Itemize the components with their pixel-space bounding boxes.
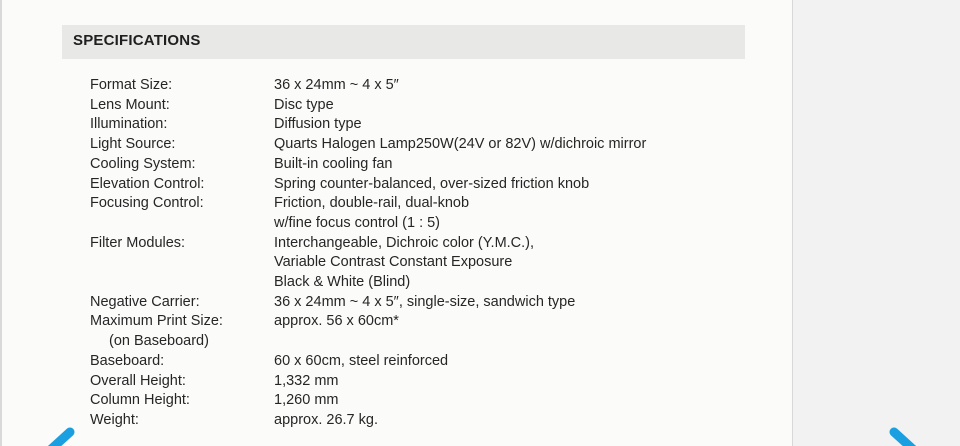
section-header (62, 25, 745, 59)
spec-label: Lens Mount: (90, 96, 170, 113)
spec-value (274, 352, 448, 372)
spec-value-line: Black & White (Blind) (274, 274, 411, 291)
spec-value (274, 135, 646, 155)
spec-value (274, 312, 399, 332)
spec-label: Elevation Control: (90, 175, 205, 192)
spec-row-overall-height (90, 372, 750, 392)
spec-row-column-height (90, 391, 750, 411)
spec-label: Baseboard: (90, 352, 165, 369)
spec-row-focusing-control (90, 194, 750, 233)
spec-value (274, 96, 334, 116)
spec-row-baseboard (90, 352, 750, 372)
spec-label-sub: (on Baseboard) (109, 333, 209, 350)
spec-value-line: approx. 26.7 kg. (274, 411, 378, 428)
spec-value-line: 36 x 24mm ~ 4 x 5″ (274, 77, 399, 93)
spec-value (274, 76, 399, 96)
spec-value-line: 36 x 24mm ~ 4 x 5″, single-size, sandwich type (274, 293, 576, 310)
spec-value (274, 175, 589, 195)
arrow-left-icon[interactable] (40, 426, 88, 446)
spec-row-filter-modules (90, 234, 750, 293)
spec-value-line: Diffusion type (274, 116, 362, 133)
spec-value-line: 1,260 mm (274, 392, 339, 409)
spec-value (274, 372, 338, 392)
spec-row-illumination (90, 115, 750, 135)
spec-label: Format Size: (90, 77, 173, 93)
spec-value (274, 411, 378, 431)
spec-row-negative-carrier (90, 293, 750, 313)
spec-row-maximum-print-size (90, 312, 750, 351)
spec-label: Overall Height: (90, 372, 186, 389)
page-edge (0, 0, 2, 446)
spec-value-line: Friction, double-rail, dual-knob (274, 195, 470, 212)
spec-row-elevation-control (90, 175, 750, 195)
spec-label: Weight: (90, 411, 139, 428)
spec-value-line: 60 x 60cm, steel reinforced (274, 352, 449, 369)
spec-value-line: Quarts Halogen Lamp250W(24V or 82V) w/dichroic mirror (274, 136, 647, 153)
spec-row-format-size (90, 76, 750, 96)
spec-value (274, 194, 469, 233)
spec-value-line: approx. 56 x 60cm* (274, 313, 399, 330)
spec-value (274, 234, 534, 293)
spec-row-weight (90, 411, 750, 431)
spec-value-line: Disc type (274, 96, 334, 113)
spec-value-line: Spring counter-balanced, over-sized friction knob (274, 175, 590, 192)
spec-value (274, 115, 362, 135)
spec-value-line: w/fine focus control (1 : 5) (274, 214, 441, 231)
specifications-list (90, 76, 750, 431)
spec-label: Filter Modules: (90, 234, 186, 251)
spec-row-lens-mount (90, 96, 750, 116)
spec-label: Illumination: (90, 116, 168, 133)
section-title: SPECIFICATIONS (73, 32, 201, 49)
spec-label: Negative Carrier: (90, 293, 200, 310)
spec-label: Cooling System: (90, 155, 196, 172)
spec-row-light-source (90, 135, 750, 155)
spec-value-line: 1,332 mm (274, 372, 339, 389)
spec-label (90, 312, 274, 351)
spec-label: Column Height: (90, 392, 190, 409)
spec-value-line: Interchangeable, Dichroic color (Y.M.C.), (274, 234, 535, 251)
spec-value (274, 391, 338, 411)
spec-label: Focusing Control: (90, 195, 204, 212)
spec-value-line: Variable Contrast Constant Exposure (274, 254, 513, 271)
spec-row-cooling-system (90, 155, 750, 175)
spec-label-main: Maximum Print Size: (90, 313, 223, 330)
spec-value-line: Built-in cooling fan (274, 155, 393, 172)
spec-value (274, 293, 575, 313)
spec-value (274, 155, 393, 175)
spec-label: Light Source: (90, 136, 176, 153)
arrow-right-icon[interactable] (880, 426, 928, 446)
